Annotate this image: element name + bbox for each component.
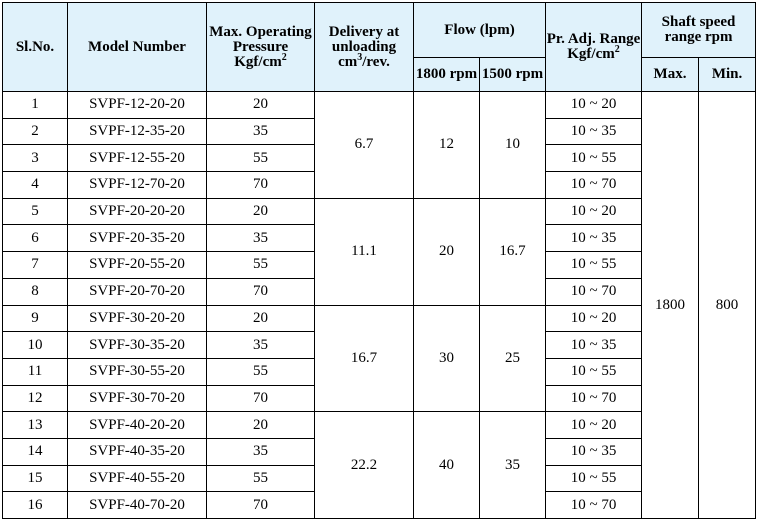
range-cell: 10 ~ 35: [546, 438, 642, 465]
range-cell: 10 ~ 70: [546, 385, 642, 412]
range-cell: 10 ~ 55: [546, 465, 642, 492]
pump-spec-table: [2, 2, 756, 519]
header-shaft-min: Min.: [699, 58, 756, 92]
range-cell: 10 ~ 70: [546, 278, 642, 305]
model-cell: SVPF-20-55-20: [68, 252, 207, 279]
model-cell: SVPF-30-20-20: [68, 305, 207, 332]
header-max-pressure-unit-sup: 2: [281, 51, 287, 63]
sl-cell: 14: [3, 438, 68, 465]
shaft-min-cell: 800: [699, 92, 756, 519]
sl-cell: 9: [3, 305, 68, 332]
sl-cell: 5: [3, 198, 68, 225]
pressure-cell: 55: [207, 358, 315, 385]
sl-cell: 16: [3, 492, 68, 519]
header-max-pressure-unit: Kgf/cm: [234, 53, 282, 70]
model-cell: SVPF-40-35-20: [68, 438, 207, 465]
model-cell: SVPF-40-70-20: [68, 492, 207, 519]
pressure-cell: 55: [207, 145, 315, 172]
model-cell: SVPF-20-70-20: [68, 278, 207, 305]
sl-cell: 11: [3, 358, 68, 385]
range-cell: 10 ~ 70: [546, 172, 642, 199]
model-cell: SVPF-12-55-20: [68, 145, 207, 172]
pressure-cell: 35: [207, 118, 315, 145]
pressure-cell: 35: [207, 332, 315, 359]
header-delivery-unit-suffix: /rev.: [362, 53, 390, 70]
model-cell: SVPF-40-20-20: [68, 412, 207, 439]
header-delivery-unit: cm: [338, 53, 358, 70]
header-sl-no: Sl.No.: [3, 3, 68, 92]
header-model-number: Model Number: [68, 3, 207, 92]
sl-cell: 12: [3, 385, 68, 412]
sl-cell: 8: [3, 278, 68, 305]
pressure-cell: 70: [207, 492, 315, 519]
range-cell: 10 ~ 70: [546, 492, 642, 519]
sl-cell: 3: [3, 145, 68, 172]
sl-cell: 6: [3, 225, 68, 252]
header-delivery-label: Delivery at unloading: [328, 23, 400, 55]
pressure-cell: 70: [207, 278, 315, 305]
flow-1500-cell: 10: [480, 92, 546, 199]
header-max-pressure: [207, 3, 315, 92]
sl-cell: 15: [3, 465, 68, 492]
delivery-cell: 16.7: [315, 305, 414, 412]
header-pr-adj: [546, 3, 642, 92]
pressure-cell: 20: [207, 412, 315, 439]
header-pr-adj-label: Pr. Adj. Range: [546, 31, 641, 47]
header-shaft-speed: Shaft speed range rpm: [642, 3, 756, 58]
sl-cell: 1: [3, 92, 68, 119]
table-row: [3, 92, 756, 119]
header-max-pressure-label: Max. Operating Pressure: [209, 23, 312, 55]
range-cell: 10 ~ 20: [546, 305, 642, 332]
header-flow-1800: 1800 rpm: [414, 58, 480, 92]
pressure-cell: 55: [207, 252, 315, 279]
flow-1500-cell: 35: [480, 412, 546, 519]
model-cell: SVPF-20-35-20: [68, 225, 207, 252]
pressure-cell: 55: [207, 465, 315, 492]
delivery-cell: 22.2: [315, 412, 414, 519]
range-cell: 10 ~ 55: [546, 252, 642, 279]
sl-cell: 13: [3, 412, 68, 439]
model-cell: SVPF-40-55-20: [68, 465, 207, 492]
range-cell: 10 ~ 55: [546, 145, 642, 172]
range-cell: 10 ~ 35: [546, 225, 642, 252]
flow-1800-cell: 30: [414, 305, 480, 412]
header-delivery: [315, 3, 414, 92]
model-cell: SVPF-12-20-20: [68, 92, 207, 119]
pressure-cell: 35: [207, 225, 315, 252]
pressure-cell: 70: [207, 172, 315, 199]
flow-1800-cell: 20: [414, 198, 480, 305]
flow-1500-cell: 16.7: [480, 198, 546, 305]
model-cell: SVPF-12-35-20: [68, 118, 207, 145]
shaft-max-cell: 1800: [642, 92, 699, 519]
sl-cell: 4: [3, 172, 68, 199]
range-cell: 10 ~ 55: [546, 358, 642, 385]
model-cell: SVPF-30-70-20: [68, 385, 207, 412]
sl-cell: 7: [3, 252, 68, 279]
header-pr-adj-unit: Kgf/cm: [567, 46, 615, 62]
model-cell: SVPF-20-20-20: [68, 198, 207, 225]
model-cell: SVPF-30-55-20: [68, 358, 207, 385]
model-cell: SVPF-30-35-20: [68, 332, 207, 359]
header-pr-adj-unit-sup: 2: [614, 44, 620, 55]
delivery-cell: 6.7: [315, 92, 414, 199]
pressure-cell: 20: [207, 198, 315, 225]
range-cell: 10 ~ 20: [546, 92, 642, 119]
pressure-cell: 70: [207, 385, 315, 412]
pressure-cell: 20: [207, 92, 315, 119]
pressure-cell: 35: [207, 438, 315, 465]
delivery-cell: 11.1: [315, 198, 414, 305]
range-cell: 10 ~ 20: [546, 412, 642, 439]
model-cell: SVPF-12-70-20: [68, 172, 207, 199]
range-cell: 10 ~ 20: [546, 198, 642, 225]
flow-1500-cell: 25: [480, 305, 546, 412]
sl-cell: 10: [3, 332, 68, 359]
flow-1800-cell: 40: [414, 412, 480, 519]
sl-cell: 2: [3, 118, 68, 145]
header-delivery-unit-sup: 3: [357, 51, 363, 63]
header-flow-1500: 1500 rpm: [480, 58, 546, 92]
range-cell: 10 ~ 35: [546, 118, 642, 145]
pressure-cell: 20: [207, 305, 315, 332]
header-shaft-max: Max.: [642, 58, 699, 92]
header-flow: Flow (lpm): [414, 3, 546, 58]
flow-1800-cell: 12: [414, 92, 480, 199]
range-cell: 10 ~ 35: [546, 332, 642, 359]
